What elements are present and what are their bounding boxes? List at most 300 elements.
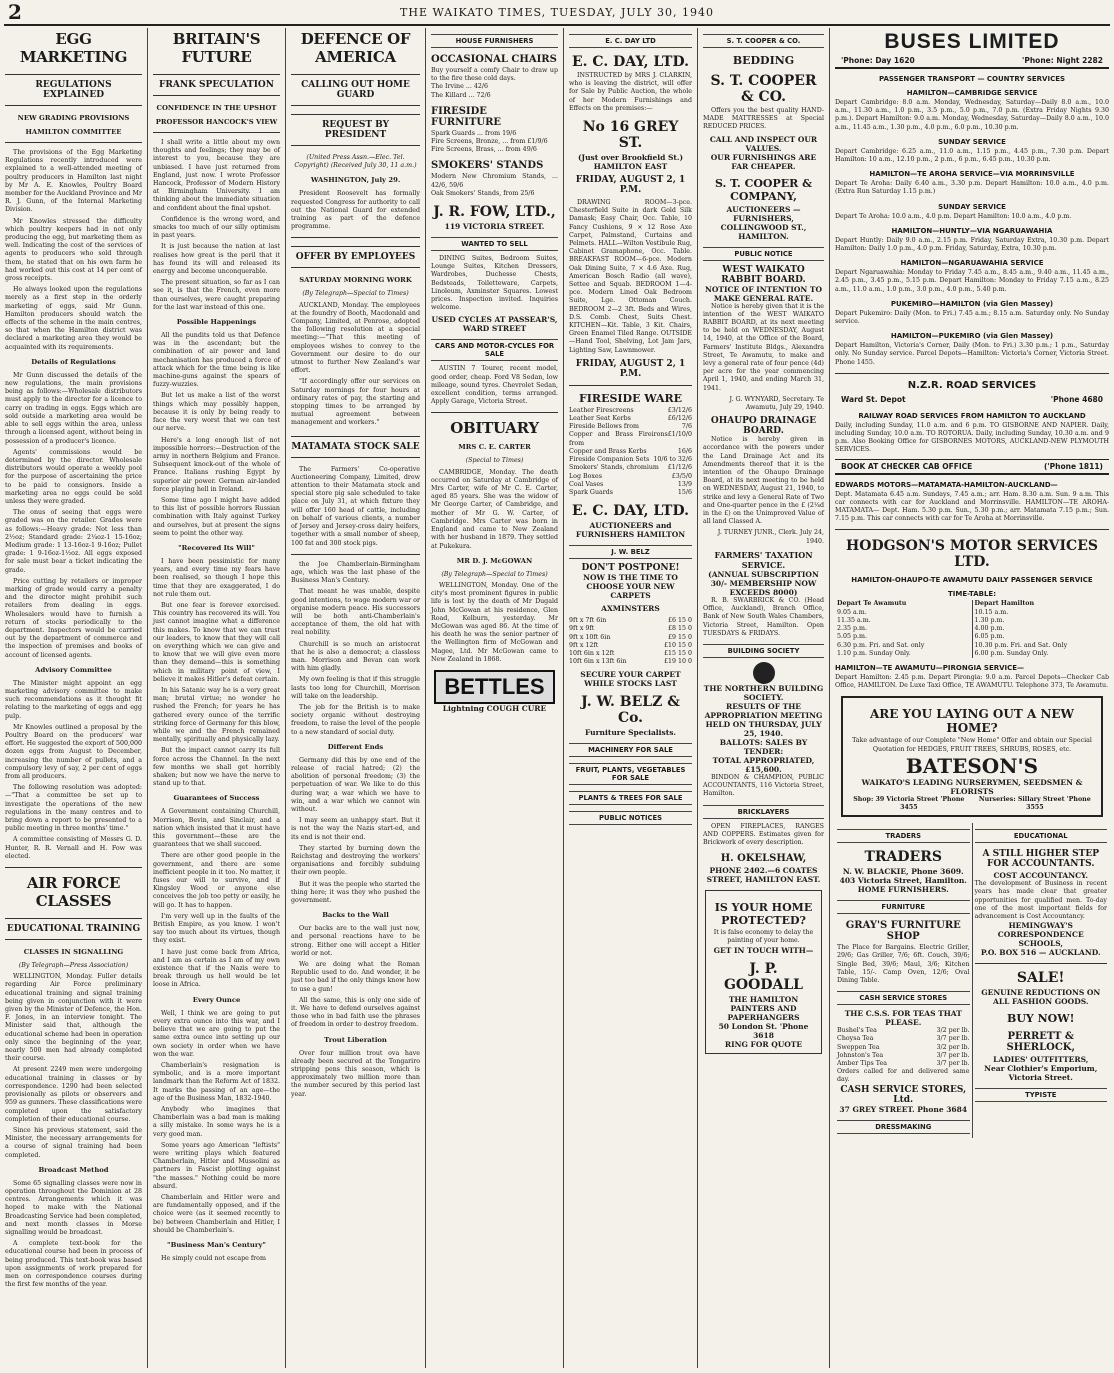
axminster-item (569, 650, 692, 658)
nzr-title: N.Z.R. ROAD SERVICES (907, 379, 1037, 391)
company-sub: Furniture Specialists. (584, 728, 677, 738)
paragraph: The present situation, so far as I can see it, is that the French, even more than ourselves, were caught preparing for the last war instead of this one. (153, 279, 280, 311)
timetable-entry: 6.30 p.m. Fri. and Sat. only (837, 641, 925, 649)
fireside-item-price: £1/12/6 (667, 464, 692, 472)
fireside-item-price: £3/12/6 (667, 406, 692, 414)
notice-text: Notice is hereby given in accordance with the powers under the Land Drainage Act and its Amendments thereof that it is the intention of the Ohaupo Drainage Board, at its next meeting to be held on WEDNESDAY, August 21, 1940, to strike and levy a General Rate of Two and One-quarter pence in the £ (2¼d in the £) on the Unimproved Value of all land Classed A. (703, 436, 824, 526)
section-header: WANTED TO SELL (431, 237, 558, 251)
ad-item: The Killard ... 72/6 (431, 91, 491, 99)
paragraph: Chamberlain and Hitler were and are fundamentally opposed, and if the choice were (as it seemed recently to be) between Chamberlain and Hitler, I should be Chamberlain's. (153, 1193, 280, 1234)
nzr-depot: Ward St. Depot (841, 394, 906, 404)
deck-speculation: FRANK SPECULATION (153, 74, 280, 96)
paragraph: WELLINGTON, Monday. One of the city's most prominent figures in public life is lost by the death of Mr Dugald John McGowan at his residence, Glen Road, Kelburn, yesterday. Mr McGowan was aged 86. At the time of his death he was the senior partner of the Wellington firm of McGowan and Magee, Ltd. Mr McGowan came to New Zealand in 1868. (431, 581, 558, 663)
paragraph: The job for the British is to make society organic without destroying freedom, to raise the level of the people to a new standard of social duty. (291, 703, 420, 736)
times-right (975, 609, 1108, 658)
okelshaw-sub: PHONE 2402.—6 COATES STREET, HAMILTON EAST. (706, 866, 821, 885)
bettles-logo: BETTLES (434, 670, 554, 704)
route-times: Depart Cambridge: 8.0 a.m. Monday, Wednesday, Saturday—Daily 8.0 a.m., 10.0 a.m., 11.30 a.m., 1.0 p.m., 3.5 p.m., 5.0 p.m., 7.0 p.m. (Extra Friday Nights 9.30 p.m.). Depart Hamilton: 9.0 a.m. Monday, Wednesday, Saturday—Daily 8.0 a.m., 10.0 a.m., 11.45 a.m., 1.30 p.m., 4.0 p.m., 6.0 p.m., 10.30 p.m. (835, 99, 1109, 131)
axminster-item (569, 642, 692, 650)
axminster-item-label: 9ft x 10ft 6in (569, 633, 611, 641)
fireside-item-label: Copper and Brass Fireirons from (569, 431, 668, 447)
tea-item-label: Johnston's Tea (837, 1051, 884, 1059)
fireside-item-label: Copper and Brass Kerbs (569, 447, 647, 455)
fireside-item-label: Leather Firescreens (569, 406, 634, 414)
column-classifieds-furnishers (426, 28, 564, 1368)
ad-text: Offers you the best quality HAND-MADE MATTRESSES at Special REDUCED PRICES. (703, 107, 824, 131)
fireside-item (569, 456, 692, 464)
css-addr: 37 GREY STREET. Phone 3684 (839, 1104, 968, 1114)
perrett-sub: LADIES' OUTFITTERS, (993, 1055, 1089, 1065)
obit-name: MRS C. E. CARTER (458, 443, 531, 452)
sale-address-sub: (Just over Brookfield St.) HAMILTON EAST (577, 153, 683, 172)
checker: BOOK AT CHECKER CAB OFFICE (841, 461, 973, 471)
section-header: DRESSMAKING (837, 1120, 970, 1134)
step-title: A STILL HIGHER STEP FOR ACCOUNTANTS. (982, 849, 1099, 870)
paragraph: But one fear is forever exorcised. This country has recovered its will. You just cannot imagine what a difference this makes. To know that we can trust our leaders, to know that they will call on everything which we can give and to know that we will give even more than they demand—this is something which in military point of view, I believe it makes Hitler's defeat certain. (153, 601, 280, 683)
tea-item-price: 3/7 per lb. (936, 1035, 970, 1043)
times-left (837, 609, 970, 658)
section-heading: Different Ends (327, 742, 384, 751)
ballots: BALLOTS: SALES BY TENDER: (719, 737, 808, 756)
section-header: S. T. COOPER & CO. (703, 34, 824, 48)
bateson-question: ARE YOU LAYING OUT A NEW HOME? (869, 707, 1075, 736)
subdeck-confidence: CONFIDENCE IN THE UPSHOT (156, 104, 277, 112)
fireside-item (569, 481, 692, 489)
total: TOTAL APPROPRIATED, £15,600. (712, 755, 815, 774)
paragraph: Some years ago American "leftists" were writing plays which featured Chamberlain, Hitler and Mussolini as partners in Fascist plotting against "the masses." Nothing could be more absurd. (153, 1141, 280, 1190)
column-egg-marketing (0, 28, 148, 1368)
section-header: J. W. BELZ (569, 545, 692, 559)
buses-phones (835, 54, 1109, 69)
headline-defence-america: DEFENCE OF AMERICA (300, 30, 411, 66)
route-times: Depart Pukemiro: Daily (Mon. to Fri.) 7.45 a.m.; 8.15 a.m. Saturday only. No Sunday service. (835, 309, 1109, 326)
route-times: Depart Huntly: Daily 9.0 a.m., 2.15 p.m. Friday, Saturday Extra, 10.30 p.m. Depart Hamilton: Daily 1.0 p.m., 4.0 p.m. Friday, Saturday, Extra, 10.30 p.m. (835, 236, 1109, 253)
subdeck-president: REQUEST BY PRESIDENT (291, 114, 420, 146)
company-name: E. C. DAY, LTD. (572, 54, 689, 70)
paragraph: The onus of seeing that eggs were graded was on the retailer. Grades were as follows:—Heavy grade: Not less than 2½oz; Standard grade: 2¼oz-1 15-16oz; Medium grade: 1 13-16oz-1 9-16oz; Pullet grade: 1 9-16oz-1½oz. All eggs exposed for sale must bear a ticket indicating the grade. (5, 509, 142, 574)
tea-item-price: 3/2 per lb. (936, 1027, 970, 1035)
section-heading: Advisory Committee (35, 665, 112, 674)
paragraph: Well, I think we are going to put every extra ounce into this war, and I believe that we are going to put the same extra ounce into setting up our own society in order when we have won the war. (153, 1009, 280, 1058)
paragraph: A committee consisting of Messrs G. D. Hunter, R. R. Vernall and H. Fow was elected. (5, 836, 142, 860)
bottom-ads (835, 823, 1109, 1137)
paragraph: "If accordingly offer our services on Saturday mornings for four hours at ordinary rates of pay, the starting and stopping times to be arranged by mutual agreement between management and workers." (291, 378, 420, 427)
notice-text: R. B. SWARBRICK & CO. (Head Office, Auckland), Branch Office, Bank of New South Wales Chambers, Victoria Street, Hamilton. Open TUESDAYS & FRIDAYS. (703, 596, 824, 637)
ad-item: Buy yourself a comfy Chair to draw up to the fire these cold days. (431, 67, 558, 83)
paragraph: AUCKLAND, Monday. The employees at the foundry of Booth, Macdonald and Company, Limited, at Penrose, adopted the following resolution at a special meeting:—"That this meeting of employees wishes to convey to the Government our desire to do our utmost to further New Zealand's war effort. (291, 301, 420, 375)
home-furnishers: HOME FURNISHERS. (857, 885, 949, 895)
paragraph: But the impact cannot carry its full force across the Channel. In the next few months we shall get horribly shaken; but now we have the nerve to stand up to that. (153, 747, 280, 788)
axminster-item-price: £9 15 0 (667, 633, 692, 641)
timetable-entry: 9.05 a.m. (837, 608, 867, 616)
ad-item: Fire Screens, Bronze, ... from £1/9/6 (431, 138, 548, 146)
paragraph: All the same, this is only one side of it. We have to defend ourselves against those who in bad faith use the phrases of freedom in order to destroy freedom. (291, 996, 420, 1029)
paragraph: Anybody who imagines that Chamberlain was a bad man is making a silly mistake. In some ways he is a very good man. (153, 1105, 280, 1138)
bettles-tagline: Lightning COUGH CURE (442, 703, 547, 713)
pirongia: HAMILTON—TE AWAMUTU—PIRONGIA SERVICE— (835, 663, 1025, 672)
nzr-phone: 'Phone 4680 (1050, 394, 1103, 404)
fireside-item-price: 7/6 (681, 423, 692, 431)
section-heading: "Recovered Its Will" (178, 543, 255, 552)
section-header: PLANTS & TREES FOR SALE (569, 791, 692, 805)
paragraph: In his Satanic way he is a very great man; brutal virtue; no wonder he rushed the French; for years he has gathered every ounce of the terrific striking force of Germany for this blow, while we and the French remained mentally, spiritually and physically lazy. (153, 686, 280, 744)
column-britains-future (148, 28, 286, 1368)
tea-item-price: 3/7 per lb. (936, 1051, 970, 1059)
company-sub: AUCTIONEERS — FURNISHERS, COLLINGWOOD ST., HAMILTON. (720, 204, 807, 241)
axminsters-heading: AXMINSTERS (601, 604, 660, 614)
axminster-item-price: £19 10 0 (663, 658, 692, 666)
section-header: TRADERS (837, 829, 970, 843)
ad-item: OCCASIONAL CHAIRS (431, 54, 557, 65)
buses-subtitle: PASSENGER TRANSPORT — COUNTRY SERVICES (878, 75, 1066, 83)
tea-item (837, 1044, 970, 1052)
section-heading: Trout Liberation (324, 1035, 387, 1044)
fireside-item-label: Leather Seat Kerbs (569, 415, 631, 423)
edwards: EDWARDS MOTORS—MATAMATA-HAMILTON-AUCKLAND— (835, 480, 1058, 489)
notice-sub: NOTICE OF INTENTION TO MAKE GENERAL RATE. (705, 284, 822, 303)
tea-item (837, 1027, 970, 1035)
section-header: FRUIT, PLANTS, VEGETABLES FOR SALE (569, 763, 692, 785)
paragraph: But it was the people who started the thing here; it was they who pushed the government. (291, 880, 420, 905)
deck-educational: EDUCATIONAL TRAINING (5, 918, 142, 940)
notice-text: Notice is hereby given that it is the intention of the WEST WAIKATO RABBIT BOARD, at its next meeting to be held on WEDNESDAY, August 14, 1940, at the Office of the Board, Farmers' Institute Bldgs., Alexandra Street, Te Awamutu, to make and levy a general rate of four pence (4d) per acre for the year commencing April 1, 1940, and ending March 31, 1941. (703, 302, 824, 392)
paragraph: There are other good people in the government, and there are some inefficient people in it too. No matter, it fuses our will to survive, and if Kingsley Wood or anyone else conceives the job too petty or easily, he will go. It has to happen. (153, 852, 280, 909)
bateson-contacts (846, 796, 1098, 812)
timetable-entry: 5.05 p.m. (837, 633, 868, 641)
paragraph: At present 2249 men were undergoing educational training in classes or by correspondence. 1290 had been selected provisionally as pilots or observers and 959 as gunners. These classifications were completed upon the satisfactory completion of their educational course. (5, 1066, 142, 1123)
headline-matamata-stock: MATAMATA STOCK SALE (291, 436, 420, 458)
edwards-text: Dept. Matamata 6.45 a.m. Sundays, 7.45 a.m.; arr. Ham. 8.30 a.m. Sun. 9 a.m. This car connects with car for Auckland and Morrinsville. HAMILTON—TE AROHA-MATAMATA— Dept. Ham. 5.30 p.m. Sun., 5.30 p.m.; arr. Matamata 7.15 p.m.; Sun. 7.15 p.m. This car connects with car for Te Aroha at Morrinsville. (835, 490, 1109, 523)
sale-title: SALE! (1016, 970, 1065, 987)
tea-item-label: Amber Tips Tea (837, 1059, 887, 1067)
page-number: 2 (8, 0, 22, 24)
section-header: TYPISTE (975, 1088, 1108, 1102)
masthead-title: THE WAIKATO TIMES, TUESDAY, JULY 30, 1940 (400, 6, 714, 19)
css-text: Orders called for and delivered same day. (837, 1068, 970, 1084)
section-header: CARS AND MOTOR-CYCLES FOR SALE (431, 339, 558, 361)
right-ads (973, 823, 1110, 1137)
goodall-addr: 50 London St. 'Phone 3618 (718, 1021, 809, 1040)
hodgson-sub: HAMILTON-OHAUPO-TE AWAMUTU DAILY PASSENGER SERVICE (851, 576, 1093, 585)
deck-saturday: SATURDAY MORNING WORK (299, 276, 412, 285)
paragraph: Since his previous statement, said the Minister, the necessary arrangements for a course of signal training had been completed. (5, 1126, 142, 1159)
section-heading: Broadcast Method (38, 1165, 109, 1174)
paragraph: The provisions of the Egg Marketing Regulations recently introduced were explained to a well-attended meeting of poultry producers in Hamilton last night by Mr A. E. Knowles, Poultry Board member for the Auckland Province and Mr R. J. Gunn, of the Internal Marketing Division. (5, 149, 142, 214)
section-header: FURNITURE (837, 900, 970, 914)
headline-offer-employees: OFFER BY EMPLOYEES (291, 246, 420, 268)
phone-day: 'Phone: Day 1620 (841, 56, 915, 65)
paragraph: I'm very well up in the faults of the British Empire, as you know. I won't say too much about its virtues, though they exist. (153, 912, 280, 945)
bateson-shop: Shop: 39 Victoria Street 'Phone 3455 (853, 795, 965, 811)
section-heading: Details of Regulations (31, 357, 116, 366)
goodall-sub: THE HAMILTON PAINTERS AND PAPERHANGERS (727, 994, 800, 1022)
byline: (By Telegraph—Press Association) (18, 962, 129, 970)
paragraph: I have just come back from Africa, and I am as certain as I am of my own existence that if the Nazis were to break through us hell would be let loose in Africa. (153, 948, 280, 989)
sale-date: FRIDAY, AUGUST 2, 1 P.M. (575, 358, 686, 379)
byline: (Special to Times) (465, 457, 524, 465)
paragraph: Churchill is so much an aristocrat that he is also a democrat; a classless man. Morrison and Bevan can work with him gladly. (291, 640, 420, 673)
ad-item: FIRESIDE FURNITURE (431, 105, 502, 128)
ad-text: OPEN FIREPLACES, RANGES AND COPPERS. Estimates given for Brickwork of every description. (703, 822, 824, 846)
fireside-item (569, 415, 692, 423)
bedding-heading: BEDDING (732, 54, 795, 67)
sale-date: FRIDAY, AUGUST 2, 1 P.M. (575, 175, 686, 196)
headline-obituary: OBITUARY (450, 419, 539, 438)
checker-phone: ('Phone 1811) (1043, 461, 1103, 471)
route-times: Depart Ngaruawahia: Monday to Friday 7.45 a.m., 8.45 a.m., 9.40 a.m., 11.45 a.m., 2.45 p.m., 3.45 p.m., 5.15 p.m. Depart Hamilton: Monday to Friday 7.15 a.m., 8.25 a.m., 11.0 a.m., 1.0 p.m., 3.0 p.m., 4.0 p.m., 5.40 p.m. (835, 269, 1109, 293)
classified-text: DINING Suites, Bedroom Suites, Lounge Suites, Kitchen Dressers, Wardrobes, Duchesse Chests, Bedsteads, Toiletteware, Carpets, Linoleum, Axminster Squares. Lowest prices. Inspection invited. Inquiries welcome. (431, 255, 558, 312)
css-title: THE C.S.S. FOR TEAS THAT PLEASE. (844, 1009, 962, 1028)
building-sub: RESULTS OF THE APPROPRIATION MEETING HELD ON THURSDAY, JULY 25, 1940. (704, 701, 823, 738)
paragraph: My own feeling is that if this struggle lasts too long for Churchill, Morrison will take on the leadership. (291, 676, 420, 700)
fireside-item-label: Fireside Bellows from (569, 423, 640, 431)
home-text: It is false economy to delay the painting of your home. (713, 929, 814, 945)
fireside-item-label: Log Boxes (569, 472, 602, 480)
obit-name: MR D. J. McGOWAN (456, 556, 533, 565)
paragraph: Our backs are to the wall just now, and personal reactions have to be strong. Either one will accept a Hitler world or not. (291, 925, 420, 957)
fireside-item (569, 448, 692, 456)
subdeck-hancock: PROFESSOR HANCOCK'S VIEW (155, 118, 278, 126)
headline-britains-future: BRITAIN'S FUTURE (172, 30, 261, 66)
paragraph: I may seem an unhappy start. But it is not the way the Nazis start-ed, and its end is not their end. (291, 817, 420, 841)
company-address: 119 VICTORIA STREET. (444, 222, 545, 232)
pirongia-text: Depart Hamilton: 2.45 p.m. Depart Pirongia: 9.0 a.m. Parcel Depots—Checker Cab Office, HAMILTON. De Luxe Taxi Office, TE AWAMUTU. Telephone 373, Te Awamutu. (835, 673, 1109, 690)
route-name: HAMILTON—PUKEMIRO (via Glen Massey) (890, 332, 1054, 341)
route-name: HAMILTON—TE AROHA SERVICE—VIA MORRINSVILLE (869, 170, 1075, 179)
axminster-item-price: £8 15 0 (667, 625, 692, 633)
section-heading: Guarantees of Success (173, 794, 260, 803)
nzr-text: Daily, including Sunday, 11.0 a.m. and 6 p.m. TO GISBORNE AND NAPIER. Daily, including Sunday, 10.0 a.m. TO ROTORUA. Daily, including Sunday, 10.30 a.m. and 9 p.m. Also Booking Office for GISBORNES MOTORS, AUCKLAND-NEW PLYMOUTH SERVICES. (835, 421, 1109, 454)
timetable-entry: 1.30 p.m. (974, 616, 1005, 624)
secure-carpet: SECURE YOUR CARPET WHILE STOCKS LAST (580, 670, 681, 689)
paragraph: CAMBRIDGE, Monday. The death occurred on Saturday at Cambridge of Mrs Carter, wife of Mr C. E. Carter, aged 85 years. She was the widow of Mr George Carter, of Cambridge, and mother of Mr G. W. Carter, of Cambridge. Mrs Carter was born in England and came to New Zealand with her husband in 1879. They settled at Pukekura. (431, 468, 558, 550)
paragraph: I shall write a little about my own thoughts and feelings; they may be of interest to you, because they are unbiased. I have just returned from England, just now. I wrote Professor Hancock, Professor of Modern History at Birmingham University. I am thinking about the immediate situation and confident about the final upshot. (153, 139, 280, 212)
notice-title: WEST WAIKATO RABBIT BOARD. (721, 264, 806, 285)
tea-item-price: 3/2 per lb. (936, 1043, 970, 1051)
left-ads (835, 823, 973, 1137)
classified-text: AUSTIN 7 Tourer, recent model, good order, cheap. Ford V8 Sedan, low mileage, sound tyres. Chevrolet Sedan, excellent condition, terms arranged. Apply Garage, Victoria Street. (431, 365, 558, 406)
section-header: BRICKLAYERS (703, 805, 824, 819)
fireside-item (569, 489, 692, 497)
ad-text: DRAWING ROOM—3-pce. Chesterfield Suite in dark Gold Silk Damask; Easy Chair, Occ. Table, 10 Fancy Cushions, 9 × 12 Rose Axe Carpet, Palmstand, Curtains and Pelmets. HALL—Wilton Vestibule Rug, Cabinet Gramaphone, Occ. Table. BREAKFAST ROOM—6-pce. Modern Oak Dining Suite, 7 × 4.6 Axe. Rug, American Bosch Radio (all wave), Settee and Squab. BEDROOM 1—4-pce. Modern Lined Oak Bedroom Suite, Lge. Ottoman Couch. BEDROOM 2—2 3ft. Beds and Wires, D.S. Comb. Chest, Suits Chest. KITCHEN—Kit. Table, 3 Kit. Chairs, Green Enamel Tiled Range. OUTSIDE—Hand Tool, Shelving, Lot Jam Jars, Lighting Saw, Lawnmower. (569, 199, 692, 354)
timetable-right (973, 600, 1110, 657)
fireside-item-label: Spark Guards (569, 488, 614, 496)
axminster-item-price: £10 15 0 (663, 641, 692, 649)
dateline: WASHINGTON, July 29. (310, 176, 401, 185)
deck-grading: NEW GRADING PROVISIONS (17, 114, 130, 122)
paragraph: A Government containing Churchill, Morrison, Bevin, and Sinclair, and a nation which insisted that it must have this government—these are the guarantees that we shall succeed. (153, 808, 280, 849)
sale-address: No 16 GREY ST. (582, 119, 679, 152)
paragraph: We are doing what the Roman Republic used to do. And wonder, it be just too bad if the only things know how to use a gun! (291, 961, 420, 993)
company-name: J. R. FOW, LTD., (433, 204, 556, 221)
bettles-ad (431, 670, 558, 713)
column-ec-day (564, 28, 698, 1368)
timetable-entry: 2.35 p.m. (837, 625, 868, 633)
hemingway-addr: P.O. BOX 516 — AUCKLAND. (980, 948, 1101, 958)
fireside-item-price: 16/6 (677, 447, 692, 455)
goodall-ad (705, 890, 822, 1053)
section-header: PUBLIC NOTICES (569, 811, 692, 825)
fireside-item-price: 13/9 (677, 480, 692, 488)
paragraph: The Minister might appoint an egg marketing advisory committee to make such recommendations as it thought fit relating to the marketing of eggs and egg pulp. (5, 679, 142, 720)
dep-label: Depart Hamilton (974, 600, 1035, 608)
axminster-item-label: 10ft 6in x 12ft (569, 649, 615, 657)
bateson-nursery: Nurseries: Sillary Street 'Phone 3555 (978, 795, 1091, 811)
fireside-heading: FIRESIDE WARE (578, 391, 683, 405)
tea-item-price: 3/7 per lb. (936, 1059, 970, 1067)
timetable-entry: 10.15 a.m. (974, 608, 1009, 616)
fireside-item (569, 473, 692, 481)
bateson-ad (841, 696, 1103, 817)
paragraph: But let us make a list of the worst things which may possibly happen, because it is only by being ready to face the very worst that we can test our nerve. (153, 392, 280, 433)
axminster-item (569, 617, 692, 625)
tea-item-label: Choysa Tea (837, 1035, 874, 1043)
route-name: HAMILTON—HUNTLY—VIA NGARUAWAHIA (891, 226, 1053, 235)
fireside-item-price: £3/5/0 (671, 472, 692, 480)
grays-text: The Place for Bargains. Electric Griller, 29/6; Gas Griller, 7/6; 6ft. Couch, 39/6; Single Bed, 39/6; Maul, 3/6; Kitchen Table, 15/-. Camp Oven, 12/6; Oval Dining Table. (837, 944, 970, 984)
paragraph: They started by burning down the Reichstag and destroying the workers' organisations and forcibly subduing their own people. (291, 844, 420, 877)
fireside-item (569, 407, 692, 415)
paragraph: He simply could not escape from (161, 1254, 266, 1262)
bateson-text: Take advantage of our Complete "New Home" Offer and obtain our Special Quotation for HEDGES, FRUIT TREES, SHRUBS, ROSES, etc. (852, 737, 1092, 753)
paragraph: Mr Gunn discussed the details of the new regulations, the main provisions being as follows:—Wholesale distributors must apply to the director for a licence to carry on trading in eggs. Eggs which are sold outside a marketing area would be able to sell eggs within the area, unless through a licensed agent, without being in possession of a producer's licence. (5, 371, 142, 445)
fireside-item-price: 10/6 to 32/6 (653, 456, 692, 464)
timetable-entry: 1.10 p.m. Sunday Only. (837, 649, 911, 657)
fireside-item (569, 423, 692, 431)
axminster-item-label: 9ft x 9ft (569, 625, 595, 633)
paragraph: A complete text-book for the educational course had been in process of being produced. This text-book was based upon assignments of work prepared for men on correspondence courses during the first few months of the year. (5, 1240, 142, 1289)
section-header: MACHINERY FOR SALE (569, 743, 692, 757)
tea-item (837, 1035, 970, 1043)
paragraph: Confidence is the wrong word, and smacks too much of our silly optimism in past years. (153, 215, 280, 240)
bateson-sub: WAIKATO'S LEADING NURSERYMEN, SEEDSMEN & FLORISTS (861, 777, 1083, 796)
byline: (By Telegraph—Special to Times) (441, 570, 548, 578)
goodall-ring: RING FOR QUOTE (724, 1039, 803, 1049)
tea-item (837, 1060, 970, 1068)
step-sub: COST ACCOUNTANCY. (993, 871, 1089, 881)
notice-title: OHAUPO DRAINAGE BOARD. (710, 416, 817, 437)
tea-item (837, 1052, 970, 1060)
ad-item: Fire Screens, Brass, ... from 49/6 (431, 146, 537, 154)
paragraph: The Farmers' Co-operative Auctioneering Company, Limited, drew attention to their Matamata stock and special store pig sale scheduled to take place on July 31, at which fixture they will offer 160 head of cattle, including on behalf of various clients, a number of Jersey and Jersey-cross dairy heifers, together with a small number of sheep, 100 fat and 300 stock pigs. (291, 465, 420, 547)
route-name: HAMILTON—CAMBRIDGE SERVICE (906, 89, 1038, 97)
subheading-regulations: REGULATIONS EXPLAINED (5, 74, 142, 106)
column-st-cooper (698, 28, 830, 1368)
route-list (835, 89, 1109, 367)
perrett: PERRETT & SHERLOCK, (1006, 1031, 1075, 1054)
hodgson-title: HODGSON'S MOTOR SERVICES LTD. (846, 538, 1098, 571)
byline: (By Telegraph—Special to Times) (302, 290, 409, 298)
ad-item: Modern New Chromium Stands, ... 42/6, 59/6 (431, 173, 558, 189)
axminster-item-label: 9ft x 7ft 6in (569, 617, 607, 625)
route-name: SUNDAY SERVICE (938, 137, 1006, 146)
section-header: E. C. DAY LTD (569, 34, 692, 48)
axminster-list (569, 617, 692, 666)
ad-text: INSTRUCTED by MRS J. CLARKIN, who is leaving the district, will offer for Sale by Public Auction, the whole of her Modern Furnishings and Effects on the premises:— (569, 72, 692, 112)
axminster-item-label: 10ft 6in x 13ft 6in (569, 658, 627, 666)
company-name: E. C. DAY, LTD. (572, 503, 689, 520)
hodgson-tt: TIME-TABLE: (947, 590, 997, 599)
axminster-item (569, 658, 692, 666)
step-text: The development of Business in recent years has made clear that greater opportunities for qualified men. To-day one of the most important fields for advancement is Cost Accountancy. (974, 880, 1107, 920)
ad-item: Oak Smokers' Stands, from 25/6 (431, 189, 535, 197)
blackie: N. W. BLACKIE, Phone 3609. (842, 867, 964, 877)
fireside-item-price: £6/12/6 (667, 415, 692, 423)
carpet-tagline: NOW IS THE TIME TO CHOOSE YOUR NEW CARPETS (583, 573, 678, 601)
fireside-item-label: Coal Vases (569, 480, 604, 488)
checker-row (835, 459, 1109, 475)
route-name: SUNDAY SERVICE (938, 202, 1006, 211)
bateson-name: BATESON'S (905, 753, 1039, 778)
dep-label: Depart Te Awamutu (837, 600, 907, 608)
hemingway: HEMINGWAY'S CORRESPONDENCE SCHOOLS, (997, 921, 1084, 949)
dont-postpone: DON'T POSTPONE! (581, 563, 680, 574)
paragraph: Some time ago I might have added to this list of possible horrors Russian combination with Italy against Turkey and ourselves, but at present the signs seem to point the other way. (153, 496, 280, 537)
fireside-item-label: Smokers' Stands, chromium (569, 464, 659, 472)
company-name: S. T. COOPER & COMPANY, (714, 176, 813, 203)
company-name: S. T. COOPER & CO. (710, 73, 817, 105)
paragraph: the Joe Chamberlain-Birmingham age, which was the last phase of the Business Man's Century. (291, 560, 420, 585)
headline-air-force: AIR FORCE CLASSES (26, 874, 121, 911)
timetable-entry: 6.05 p.m. (974, 633, 1005, 641)
byline: (United Press Assn.—Elec. Tel. Copyright) (Received July 30, 11 a.m.) (294, 154, 417, 170)
fireside-item-price: 15/6 (677, 488, 692, 496)
paragraph: Agents' commissions would be determined by the director. Wholesale distributors would operate a weekly pool for the purpose of ascertaining the price to be paid to consignors. Inside a marketing area no eggs could be sold unless they were graded. (5, 448, 142, 505)
paragraph: Some 65 signalling classes were now in operation throughout the Dominion at 28 centres. Arrangements which it was hoped to make with the National Broadcasting Service had been completed, and next month classes in Morse signalling would be broadcast. (5, 1179, 142, 1236)
section-header: PUBLIC NOTICE (703, 247, 824, 261)
route-times: Depart Hamilton, Victoria's Corner, Daily (Mon. to Fri.) 3.30 p.m.; 1 p.m., Saturday only. No Sunday service. Parcel Depots—Hamilton: Victoria's Corner, Victoria Street. Phone 1455. (835, 342, 1109, 366)
section-header: HOUSE FURNISHERS (431, 34, 558, 48)
deck-home-guard: CALLING OUT HOME GUARD (291, 74, 420, 106)
home-touch: GET IN TOUCH WITH— (713, 945, 814, 955)
route-times: Depart Cambridge: 6.25 a.m., 11.0 a.m., 1.15 p.m., 4.45 p.m., 7.30 p.m. Depart Hamilton: 10 a.m., 12.10 p.m., 2 p.m., 6 p.m., 6.45 p.m., 10.30 p.m. (835, 147, 1109, 164)
section-heading: Backs to the Wall (322, 911, 389, 920)
ad-text: CALL AND INSPECT OUR VALUES. (709, 134, 818, 153)
paragraph: President Roosevelt has formally requested Congress for authority to call out the National Guard for extended training as part of the defence programme. (291, 190, 420, 231)
axminster-item (569, 625, 692, 633)
paragraph: I have been pessimistic for many years, and every time my fears have been realised, so though I hope this time that they are exaggerated, I do not rule them out. (153, 557, 280, 598)
paragraph: Chamberlain's resignation is symbolic, and is a more important landmark than the Reform Act of 1832. It marks the passing of an age—the age of the Business Man, 1832-1940. (153, 1061, 280, 1102)
timetable-entry: 11.35 a.m. (837, 616, 871, 624)
fireside-item (569, 431, 692, 447)
fireside-list (569, 407, 692, 497)
nzr-sub: RAILWAY ROAD SERVICES FROM HAMILTON TO AUCKLAND (858, 411, 1086, 420)
buses-title: BUSES LIMITED (884, 30, 1060, 53)
goodall-name: J. P. GOODALL (723, 960, 804, 993)
headline-egg-marketing: EGG MARKETING (19, 30, 128, 66)
route-times: Depart Te Aroha: 10.0 a.m., 4.0 p.m. Depart Hamilton: 10.0 a.m., 4.0 p.m. (835, 212, 1072, 220)
paragraph: Mr Knowles stressed the difficulty which poultry keepers had in not only producing the egg, but marketing them as well. Indicating the cost of the services of agents to producers who sold through them, he stated that on his own farm he had worked out this cost at 14 per cent of gross receipts. (5, 217, 142, 283)
notice-sub: (ANNUAL SUBSCRIPTION 30/- MEMBERSHIP NOW EXCEEDS 8000) (708, 569, 819, 597)
section-heading: "Business Man's Century" (167, 1240, 266, 1249)
ad-item: USED CYCLES AT PASSEAR'S, WARD STREET (431, 315, 558, 334)
fireside-item-price: £1/10/0 (667, 431, 692, 439)
perrett-addr: Near Clothier's Emporium, Victoria Street. (984, 1064, 1098, 1083)
column-defence-america (286, 28, 426, 1368)
paragraph: Over four million trout ova have already been secured at the Tongariro stripping pens this season, which is approximately two million more than the number secured by this period last year. (291, 1049, 420, 1098)
masthead (4, 0, 1110, 26)
subdeck-signalling: CLASSES IN SIGNALLING (23, 948, 124, 957)
tea-list (837, 1027, 970, 1068)
section-header: CASH SERVICE STORES (837, 991, 970, 1005)
axminster-item-label: 9ft x 12ft (569, 641, 599, 649)
fireside-item-label: Fireside Companion Sets (569, 456, 650, 464)
grays: GRAY'S FURNITURE SHOP (845, 920, 961, 943)
company-name: J. W. BELZ & Co. (581, 694, 680, 727)
section-heading: Every Ounce (192, 995, 241, 1004)
traders-title: TRADERS (864, 849, 942, 866)
route-name: HAMILTON—NGARUAWAHIA SERVICE (900, 259, 1044, 268)
